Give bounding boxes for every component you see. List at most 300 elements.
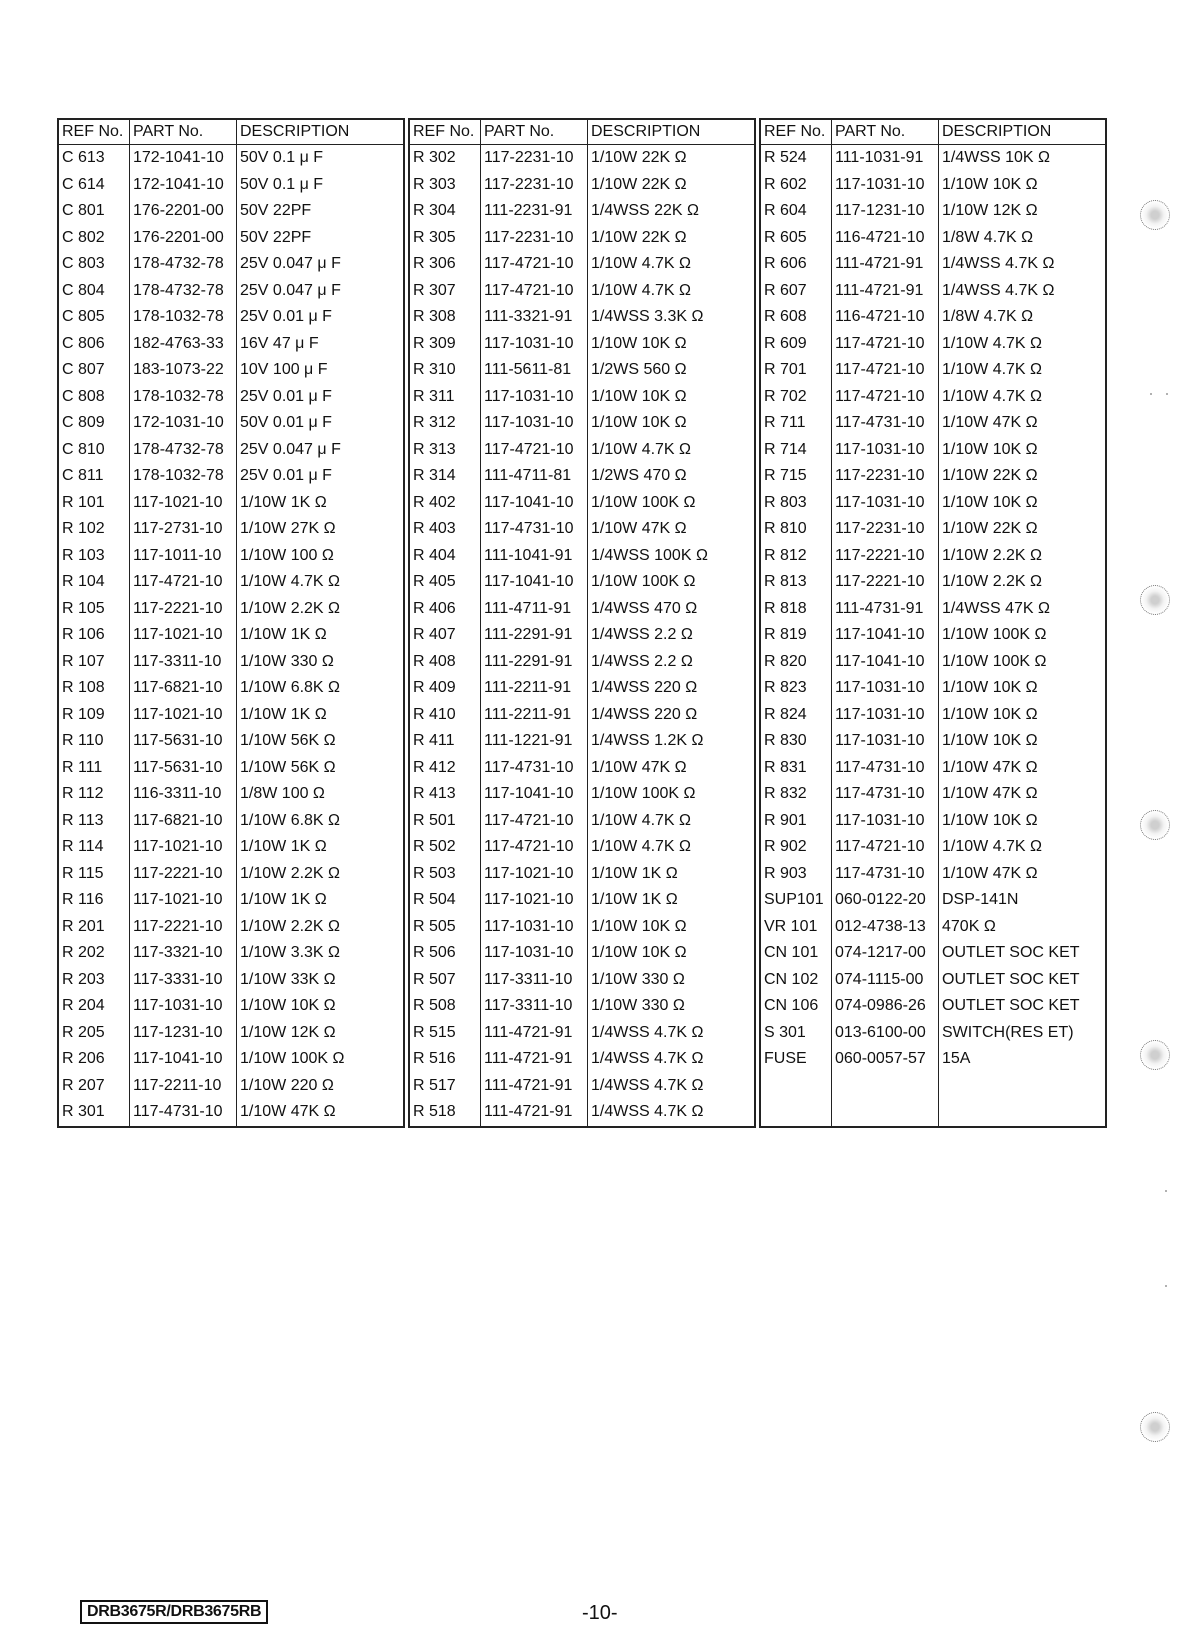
description-cell: 25V 0.047 μ F (237, 278, 405, 305)
part-no-cell: 116-3311-10 (130, 781, 237, 808)
description-cell: 1/10W 2.2K Ω (237, 861, 405, 888)
part-no-cell: 117-1031-10 (481, 410, 588, 437)
table-row (58, 993, 404, 1020)
table-row (409, 622, 755, 649)
part-no-cell: 111-2211-91 (481, 675, 588, 702)
description-cell: 1/10W 2.2K Ω (939, 569, 1107, 596)
table-row (409, 437, 755, 464)
ref-no-cell: R 116 (58, 887, 130, 914)
description-cell: 1/4WSS 10K Ω (939, 145, 1107, 172)
part-no-cell: 117-1041-10 (481, 569, 588, 596)
table-row (58, 543, 404, 570)
ref-no-cell: C 809 (58, 410, 130, 437)
part-no-cell: 117-1031-10 (832, 675, 939, 702)
table-row (409, 596, 755, 623)
ref-no-cell: C 803 (58, 251, 130, 278)
description-cell: 1/10W 47K Ω (939, 755, 1107, 782)
description-cell: 1/4WSS 4.7K Ω (588, 1020, 756, 1047)
table-row (760, 225, 1106, 252)
description-cell: 1/10W 330 Ω (588, 967, 756, 994)
table-row (58, 278, 404, 305)
description-cell: 1/10W 220 Ω (237, 1073, 405, 1100)
description-cell: 1/10W 12K Ω (939, 198, 1107, 225)
ref-no-cell: R 114 (58, 834, 130, 861)
description-cell: 1/10W 2.2K Ω (237, 914, 405, 941)
description-cell: 1/10W 2.2K Ω (939, 543, 1107, 570)
part-no-cell: 117-1021-10 (481, 861, 588, 888)
description-cell: 1/10W 12K Ω (237, 1020, 405, 1047)
part-no-cell: 117-4721-10 (832, 331, 939, 358)
table-row (58, 649, 404, 676)
ref-no-cell: CN 106 (760, 993, 832, 1020)
description-cell: 1/10W 4.7K Ω (939, 357, 1107, 384)
description-cell: 1/10W 100K Ω (588, 569, 756, 596)
table-row (760, 887, 1106, 914)
ref-no-cell: C 804 (58, 278, 130, 305)
description-cell: 10V 100 μ F (237, 357, 405, 384)
description-cell: 1/2WS 560 Ω (588, 357, 756, 384)
table-row (760, 145, 1106, 172)
description-cell: 1/4WSS 4.7K Ω (588, 1046, 756, 1073)
part-no-cell: 111-4721-91 (832, 251, 939, 278)
description-cell: 1/4WSS 2.2 Ω (588, 622, 756, 649)
ref-no-cell: R 408 (409, 649, 481, 676)
part-no-cell: 117-4731-10 (832, 861, 939, 888)
part-no-cell: 117-2221-10 (130, 861, 237, 888)
ref-no-cell: R 206 (58, 1046, 130, 1073)
ref-no-cell: R 602 (760, 172, 832, 199)
table-row (58, 675, 404, 702)
description-cell: 1/10W 10K Ω (939, 728, 1107, 755)
part-no-cell: 117-6821-10 (130, 808, 237, 835)
part-no-cell: 117-4731-10 (481, 516, 588, 543)
ref-no-cell: R 108 (58, 675, 130, 702)
part-no-cell: 117-1031-10 (130, 993, 237, 1020)
table-filler-row (409, 1126, 755, 1128)
ref-no-cell: R 314 (409, 463, 481, 490)
description-cell: 1/8W 4.7K Ω (939, 225, 1107, 252)
part-no-cell: 117-3311-10 (481, 967, 588, 994)
description-cell: 1/10W 33K Ω (237, 967, 405, 994)
table-row (760, 357, 1106, 384)
ref-no-cell: C 806 (58, 331, 130, 358)
description-cell: 1/10W 1K Ω (237, 622, 405, 649)
ref-no-cell: R 412 (409, 755, 481, 782)
description-cell: 16V 47 μ F (237, 331, 405, 358)
empty-cell (409, 1126, 481, 1128)
description-cell: 1/10W 4.7K Ω (588, 278, 756, 305)
table-row (409, 940, 755, 967)
empty-cell (58, 1126, 130, 1128)
table-row (409, 569, 755, 596)
empty-cell (237, 1126, 405, 1128)
part-no-cell: 117-2211-10 (130, 1073, 237, 1100)
punch-hole-icon (1140, 200, 1170, 230)
table-row (409, 1020, 755, 1047)
description-cell: 50V 22PF (237, 198, 405, 225)
ref-no-cell: R 413 (409, 781, 481, 808)
part-no-cell: 117-1021-10 (130, 622, 237, 649)
table-header-row (760, 119, 1106, 145)
description-cell: 1/10W 4.7K Ω (939, 331, 1107, 358)
description-cell: 1/10W 27K Ω (237, 516, 405, 543)
part-no-cell: 117-1031-10 (832, 172, 939, 199)
part-no-cell: 117-1231-10 (130, 1020, 237, 1047)
ref-no-cell: R 714 (760, 437, 832, 464)
part-no-cell: 117-2231-10 (481, 225, 588, 252)
description-cell: 1/10W 10K Ω (588, 914, 756, 941)
part-no-cell: 117-1041-10 (832, 649, 939, 676)
part-no-cell: 117-3331-10 (130, 967, 237, 994)
empty-cell (588, 1126, 756, 1128)
table-row (409, 649, 755, 676)
part-no-header: PART No. (481, 119, 588, 145)
part-no-cell: 111-4711-81 (481, 463, 588, 490)
part-no-cell: 178-1032-78 (130, 463, 237, 490)
empty-cell (832, 1073, 939, 1128)
ref-no-cell: R 305 (409, 225, 481, 252)
ref-no-cell: R 109 (58, 702, 130, 729)
punch-hole-icon (1140, 1412, 1170, 1442)
part-no-cell: 117-1031-10 (832, 728, 939, 755)
part-no-cell: 117-1031-10 (832, 437, 939, 464)
part-no-cell: 178-4732-78 (130, 437, 237, 464)
ref-no-cell: R 103 (58, 543, 130, 570)
description-cell: 1/8W 100 Ω (237, 781, 405, 808)
table-row (58, 225, 404, 252)
part-no-cell: 117-5631-10 (130, 755, 237, 782)
table-row (760, 702, 1106, 729)
model-number-label: DRB3675R/DRB3675RB (80, 1600, 268, 1624)
part-no-cell: 117-3321-10 (130, 940, 237, 967)
table-row (58, 569, 404, 596)
table-body (409, 145, 755, 1128)
ref-no-cell: R 832 (760, 781, 832, 808)
description-cell: 1/4WSS 4.7K Ω (588, 1073, 756, 1100)
part-no-cell: 117-3311-10 (130, 649, 237, 676)
part-no-cell: 117-2221-10 (130, 596, 237, 623)
description-cell: 1/4WSS 220 Ω (588, 702, 756, 729)
part-no-cell: 117-1041-10 (481, 490, 588, 517)
part-no-cell: 178-1032-78 (130, 304, 237, 331)
part-no-cell: 111-5611-81 (481, 357, 588, 384)
part-no-cell: 074-0986-26 (832, 993, 939, 1020)
ref-no-cell: R 812 (760, 543, 832, 570)
table-row (409, 357, 755, 384)
description-cell: 1/10W 4.7K Ω (588, 834, 756, 861)
ref-no-cell: R 819 (760, 622, 832, 649)
table-row (58, 728, 404, 755)
description-cell: 1/8W 4.7K Ω (939, 304, 1107, 331)
table-row (58, 516, 404, 543)
table-row (58, 384, 404, 411)
description-cell: 50V 0.1 μ F (237, 172, 405, 199)
part-no-cell: 111-4721-91 (481, 1099, 588, 1126)
table-row (760, 384, 1106, 411)
description-cell: 50V 0.01 μ F (237, 410, 405, 437)
ref-no-cell: R 309 (409, 331, 481, 358)
table-row (760, 437, 1106, 464)
ref-no-cell: R 503 (409, 861, 481, 888)
part-no-cell: 172-1041-10 (130, 145, 237, 172)
table-row (58, 251, 404, 278)
description-cell: 1/4WSS 4.7K Ω (588, 1099, 756, 1126)
ref-no-cell: R 410 (409, 702, 481, 729)
table-row (409, 834, 755, 861)
description-cell: 50V 0.1 μ F (237, 145, 405, 172)
ref-no-cell: CN 101 (760, 940, 832, 967)
empty-cell (481, 1126, 588, 1128)
ref-no-cell: R 517 (409, 1073, 481, 1100)
ref-no-cell: R 402 (409, 490, 481, 517)
description-cell: 1/10W 10K Ω (939, 675, 1107, 702)
ref-no-cell: R 902 (760, 834, 832, 861)
table-row (58, 808, 404, 835)
ref-no-cell: R 411 (409, 728, 481, 755)
description-cell: 1/4WSS 2.2 Ω (588, 649, 756, 676)
ref-no-cell: C 802 (58, 225, 130, 252)
part-no-cell: 172-1031-10 (130, 410, 237, 437)
ref-no-cell: R 409 (409, 675, 481, 702)
ref-no-cell: R 508 (409, 993, 481, 1020)
ref-no-cell: C 808 (58, 384, 130, 411)
description-cell: 1/10W 1K Ω (588, 861, 756, 888)
ref-no-cell: C 807 (58, 357, 130, 384)
part-no-cell: 117-4731-10 (832, 755, 939, 782)
table-row (409, 1046, 755, 1073)
description-cell: 1/10W 4.7K Ω (237, 569, 405, 596)
part-no-cell: 117-4721-10 (481, 437, 588, 464)
part-no-header: PART No. (130, 119, 237, 145)
description-cell: 25V 0.01 μ F (237, 304, 405, 331)
ref-no-cell: R 102 (58, 516, 130, 543)
table-row (760, 808, 1106, 835)
table-row (409, 675, 755, 702)
description-cell: 25V 0.047 μ F (237, 437, 405, 464)
part-no-cell: 111-3321-91 (481, 304, 588, 331)
table-header-row (409, 119, 755, 145)
table-row (760, 463, 1106, 490)
ref-no-cell: R 824 (760, 702, 832, 729)
ref-no-cell: R 818 (760, 596, 832, 623)
ref-no-cell: C 805 (58, 304, 130, 331)
part-no-cell: 117-4721-10 (832, 834, 939, 861)
table-row (58, 410, 404, 437)
table-row (409, 410, 755, 437)
table-row (409, 861, 755, 888)
table-row (760, 251, 1106, 278)
ref-no-cell: R 311 (409, 384, 481, 411)
ref-no-cell: R 524 (760, 145, 832, 172)
ref-no-cell: R 715 (760, 463, 832, 490)
table-row (409, 887, 755, 914)
ref-no-cell: R 823 (760, 675, 832, 702)
part-no-cell: 117-2221-10 (130, 914, 237, 941)
ref-no-cell: R 820 (760, 649, 832, 676)
table-row (409, 172, 755, 199)
ref-no-cell: R 504 (409, 887, 481, 914)
description-cell: 1/10W 10K Ω (588, 940, 756, 967)
part-no-cell: 117-1231-10 (832, 198, 939, 225)
table-row (760, 834, 1106, 861)
table-row (409, 278, 755, 305)
description-cell: 1/10W 10K Ω (588, 331, 756, 358)
description-cell: 470K Ω (939, 914, 1107, 941)
part-no-cell: 117-4731-10 (832, 781, 939, 808)
part-no-cell: 117-1041-10 (130, 1046, 237, 1073)
ref-no-cell: R 104 (58, 569, 130, 596)
description-cell: 1/4WSS 47K Ω (939, 596, 1107, 623)
table-row (409, 304, 755, 331)
empty-cell (939, 1073, 1107, 1128)
table-row (760, 781, 1106, 808)
table-row (58, 1073, 404, 1100)
table-row (58, 463, 404, 490)
table-row (409, 384, 755, 411)
table-row (409, 251, 755, 278)
ref-no-cell: R 407 (409, 622, 481, 649)
description-cell: OUTLET SOC KET (939, 967, 1107, 994)
description-cell: 50V 22PF (237, 225, 405, 252)
part-no-cell: 117-5631-10 (130, 728, 237, 755)
ref-no-cell: R 107 (58, 649, 130, 676)
table-row (409, 225, 755, 252)
scan-speck (1166, 393, 1168, 395)
table-row (760, 331, 1106, 358)
ref-no-cell: VR 101 (760, 914, 832, 941)
description-cell: 1/10W 4.7K Ω (939, 384, 1107, 411)
description-cell: 1/10W 100K Ω (588, 781, 756, 808)
part-no-cell: 117-6821-10 (130, 675, 237, 702)
ref-no-cell: R 702 (760, 384, 832, 411)
ref-no-cell: R 501 (409, 808, 481, 835)
description-cell: 1/10W 10K Ω (939, 490, 1107, 517)
table-row (58, 437, 404, 464)
part-no-cell: 172-1041-10 (130, 172, 237, 199)
description-cell: 1/10W 330 Ω (588, 993, 756, 1020)
part-no-cell: 117-2221-10 (832, 569, 939, 596)
table-row (58, 967, 404, 994)
part-no-cell: 182-4763-33 (130, 331, 237, 358)
table-row (409, 145, 755, 172)
ref-no-cell: R 515 (409, 1020, 481, 1047)
scan-speck (1165, 1285, 1167, 1287)
description-cell: 1/4WSS 22K Ω (588, 198, 756, 225)
ref-no-cell: R 203 (58, 967, 130, 994)
part-no-cell: 117-1031-10 (481, 940, 588, 967)
description-cell: 1/10W 10K Ω (588, 410, 756, 437)
ref-no-header: REF No. (409, 119, 481, 145)
part-no-cell: 060-0057-57 (832, 1046, 939, 1073)
table-row (409, 967, 755, 994)
part-no-cell: 111-2231-91 (481, 198, 588, 225)
table-row (409, 808, 755, 835)
description-cell: 1/10W 10K Ω (588, 384, 756, 411)
ref-no-cell: FUSE (760, 1046, 832, 1073)
parts-table-right (759, 118, 1107, 1128)
ref-no-cell: R 518 (409, 1099, 481, 1126)
description-header: DESCRIPTION (237, 119, 405, 145)
table-row (760, 304, 1106, 331)
part-no-cell: 117-3311-10 (481, 993, 588, 1020)
table-row (760, 198, 1106, 225)
part-no-cell: 111-1031-91 (832, 145, 939, 172)
part-no-cell: 111-2291-91 (481, 649, 588, 676)
description-cell: 1/10W 2.2K Ω (237, 596, 405, 623)
ref-no-cell: R 115 (58, 861, 130, 888)
table-row (760, 543, 1106, 570)
description-cell: 1/10W 1K Ω (588, 887, 756, 914)
table-row (409, 755, 755, 782)
description-cell: 1/10W 1K Ω (237, 490, 405, 517)
part-no-cell: 111-1221-91 (481, 728, 588, 755)
part-no-cell: 117-2231-10 (832, 516, 939, 543)
description-cell: SWITCH(RES ET) (939, 1020, 1107, 1047)
part-no-cell: 060-0122-20 (832, 887, 939, 914)
part-no-cell: 111-4711-91 (481, 596, 588, 623)
table-row (58, 834, 404, 861)
ref-no-cell: R 608 (760, 304, 832, 331)
description-cell: OUTLET SOC KET (939, 940, 1107, 967)
table-row (760, 569, 1106, 596)
description-cell: 1/10W 56K Ω (237, 755, 405, 782)
ref-no-cell: R 302 (409, 145, 481, 172)
ref-no-cell: R 404 (409, 543, 481, 570)
part-no-cell: 117-2731-10 (130, 516, 237, 543)
table-row (409, 463, 755, 490)
part-no-header: PART No. (832, 119, 939, 145)
punch-hole-icon (1140, 810, 1170, 840)
table-row (409, 728, 755, 755)
table-filler-row (58, 1126, 404, 1128)
description-cell: 1/10W 1K Ω (237, 702, 405, 729)
table-row (409, 1099, 755, 1126)
description-cell: 1/10W 22K Ω (588, 225, 756, 252)
part-no-cell: 117-1031-10 (481, 384, 588, 411)
description-cell: 1/10W 47K Ω (939, 410, 1107, 437)
description-cell: 1/10W 4.7K Ω (939, 834, 1107, 861)
table-row (409, 781, 755, 808)
part-no-cell: 117-1031-10 (832, 808, 939, 835)
table-row (409, 490, 755, 517)
ref-no-cell: R 803 (760, 490, 832, 517)
parts-table-middle (408, 118, 756, 1128)
table-row (760, 1046, 1106, 1073)
ref-no-cell: R 609 (760, 331, 832, 358)
ref-no-cell: C 613 (58, 145, 130, 172)
table-row (58, 596, 404, 623)
description-cell: 1/10W 10K Ω (939, 808, 1107, 835)
description-cell: 1/10W 100K Ω (588, 490, 756, 517)
table-row (58, 331, 404, 358)
description-cell: 15A (939, 1046, 1107, 1073)
table-row (760, 596, 1106, 623)
description-cell: 1/10W 4.7K Ω (588, 437, 756, 464)
part-no-cell: 111-4721-91 (481, 1020, 588, 1047)
part-no-cell: 013-6100-00 (832, 1020, 939, 1047)
part-no-cell: 117-4721-10 (481, 278, 588, 305)
punch-hole-icon (1140, 1040, 1170, 1070)
ref-no-cell: R 605 (760, 225, 832, 252)
table-row (760, 490, 1106, 517)
ref-no-cell: R 207 (58, 1073, 130, 1100)
ref-no-cell: R 701 (760, 357, 832, 384)
description-cell: DSP-141N (939, 887, 1107, 914)
ref-no-cell: CN 102 (760, 967, 832, 994)
part-no-cell: 117-4731-10 (481, 755, 588, 782)
ref-no-cell: R 604 (760, 198, 832, 225)
ref-no-cell: C 801 (58, 198, 130, 225)
